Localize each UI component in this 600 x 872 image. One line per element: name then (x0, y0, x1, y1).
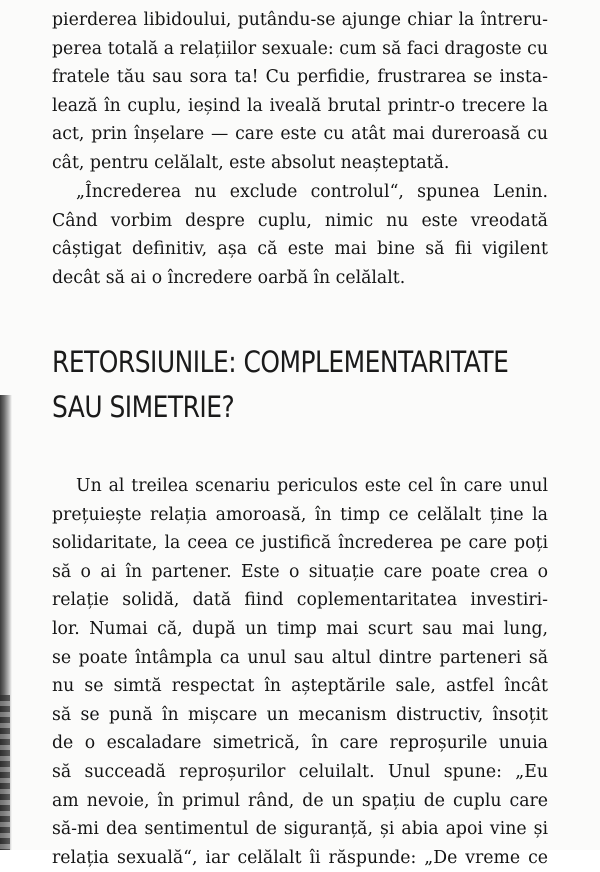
text-line: prețuiește relația amoroasă, în timp ce celălalt ține la (52, 504, 548, 525)
section-heading-line-1: RETORSIUNILE: COMPLEMENTARITATE (52, 345, 509, 379)
text-line: să-mi dea sentimentul de siguranță, și abia apoi vine și (52, 819, 548, 840)
text-line: câștigat definitiv, așa că este mai bine să fii vigilent (52, 239, 548, 260)
text-line: să se pună în mișcare un mecanism distructiv, însoțit (52, 704, 548, 725)
text-line: decât să ai o încredere oarbă în celălalt. (52, 267, 406, 288)
text-line: solidaritate, la ceea ce justifică încrederea pe care poți (52, 533, 548, 554)
text-line: fratele tău sau sora ta! Cu perfidie, frustrarea se insta- (52, 67, 548, 88)
text-line: să succeadă reproșurilor celuilalt. Unul spune: „Eu (52, 761, 548, 782)
section-heading (52, 340, 509, 430)
text-line: „Încrederea nu exclude controlul“, spunea Lenin. (76, 182, 548, 202)
text-line: relația sexuală“, iar celălalt îi răspunde: „De vreme ce (52, 847, 548, 868)
text-line: lor. Numai că, după un timp mai scurt sau mai lung, (52, 618, 548, 639)
text-line: perea totală a relațiilor sexuale: cum să faci dragoste cu (52, 38, 548, 59)
text-line: nu se simtă respectat în așteptările sale, astfel încât (52, 676, 548, 697)
body-paragraph-1 (52, 6, 548, 178)
text-line: pierderea libidoului, putându-se ajunge chiar la întreru- (52, 10, 548, 30)
text-line: se poate întâmpla ca unul sau altul dintre parteneri să (52, 647, 548, 668)
text-line: lează în cuplu, ieșind la iveală brutal printr-o trecere la (52, 95, 548, 116)
body-paragraph-2 (52, 178, 548, 292)
text-line: de o escaladare simetrică, în care reproșurile unuia (52, 733, 548, 754)
book-binding-edge (0, 395, 12, 850)
text-line: Un al treilea scenariu periculos este cel în care unul (76, 476, 548, 496)
text-line: am nevoie, în primul rând, de un spațiu de cuplu care (52, 790, 548, 811)
text-line: act, prin înșelare — care este cu atât mai dureroasă cu (52, 124, 548, 145)
section-heading-line-2: SAU SIMETRIE? (52, 390, 235, 424)
section-body-paragraph (52, 472, 548, 872)
text-line: cât, pentru celălalt, este absolut neașteptată. (52, 152, 450, 173)
text-line: relație solidă, dată fiind coplementaritatea investiri- (52, 590, 548, 611)
text-line: să o ai în partener. Este o situație care poate crea o (52, 561, 548, 582)
text-line: Când vorbim despre cuplu, nimic nu este vreodată (52, 210, 548, 231)
